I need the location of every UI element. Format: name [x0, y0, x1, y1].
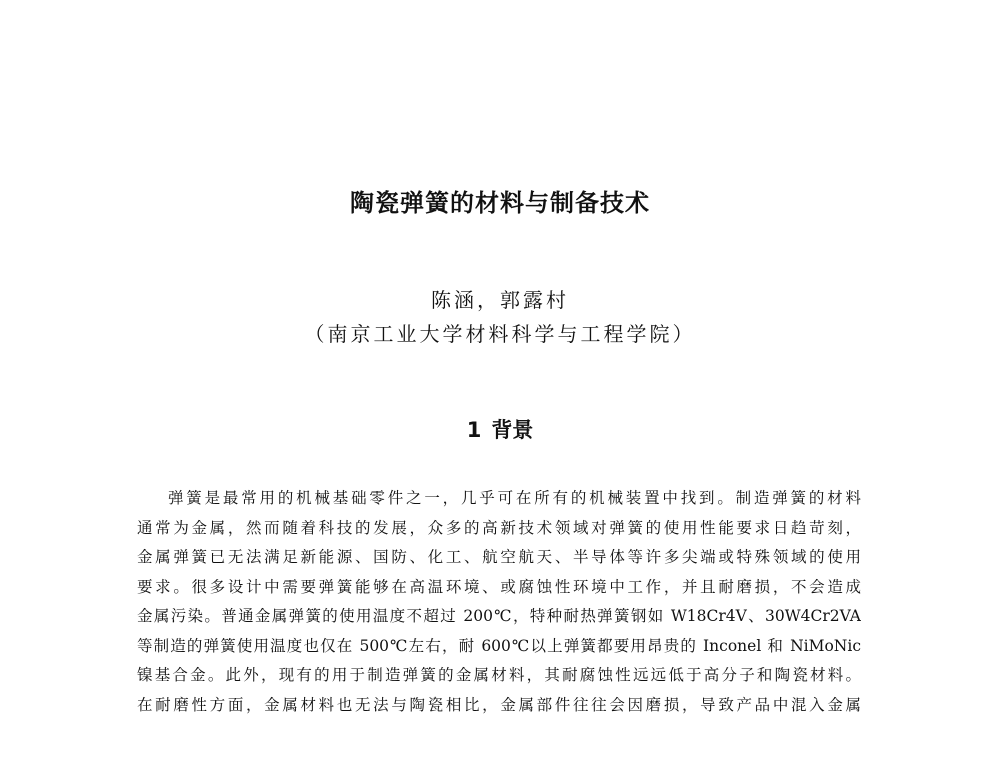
- author-names: 陈涵，郭露村: [431, 288, 569, 312]
- paragraph-line: 在耐磨性方面，金属材料也无法与陶瓷相比，金属部件往往会因磨损，导致产品中混入金属: [137, 695, 861, 714]
- paragraph-line: 金属污染。普通金属弹簧的使用温度不超过 200℃，特种耐热弹簧钢如 W18Cr4V、30W4Cr2VA: [137, 607, 861, 625]
- paragraph-line: 要求。很多设计中需要弹簧能够在高温环境、或腐蚀性环境中工作，并且耐磨损，不会造成: [137, 577, 861, 596]
- paragraph-line: 弹簧是最常用的机械基础零件之一，几乎可在所有的机械装置中找到。制造弹簧的材料: [168, 489, 861, 507]
- paragraph-line: 金属弹簧已无法满足新能源、国防、化工、航空航天、半导体等许多尖端或特殊领域的使用: [137, 548, 861, 566]
- section-title: 背景: [491, 418, 534, 442]
- paper-title: 陶瓷弹簧的材料与制备技术: [350, 189, 650, 217]
- body-paragraph: [137, 484, 861, 720]
- paragraph-line: 等制造的弹簧使用温度也仅在 500℃左右，耐 600℃以上弹簧都要用昂贵的 Inconel 和 NiMoNic: [137, 636, 861, 655]
- author-affiliation: （南京工业大学材料科学与工程学院）: [304, 322, 696, 346]
- section-heading: [0, 414, 1000, 444]
- paragraph-line: 镍基合金。此外，现有的用于制造弹簧的金属材料，其耐腐蚀性远远低于高分子和陶瓷材料。: [137, 666, 861, 684]
- section-number: 1: [466, 418, 482, 442]
- paragraph-line: 通常为金属，然而随着科技的发展，众多的高新技术领域对弹簧的使用性能要求日趋苛刻，: [137, 518, 861, 537]
